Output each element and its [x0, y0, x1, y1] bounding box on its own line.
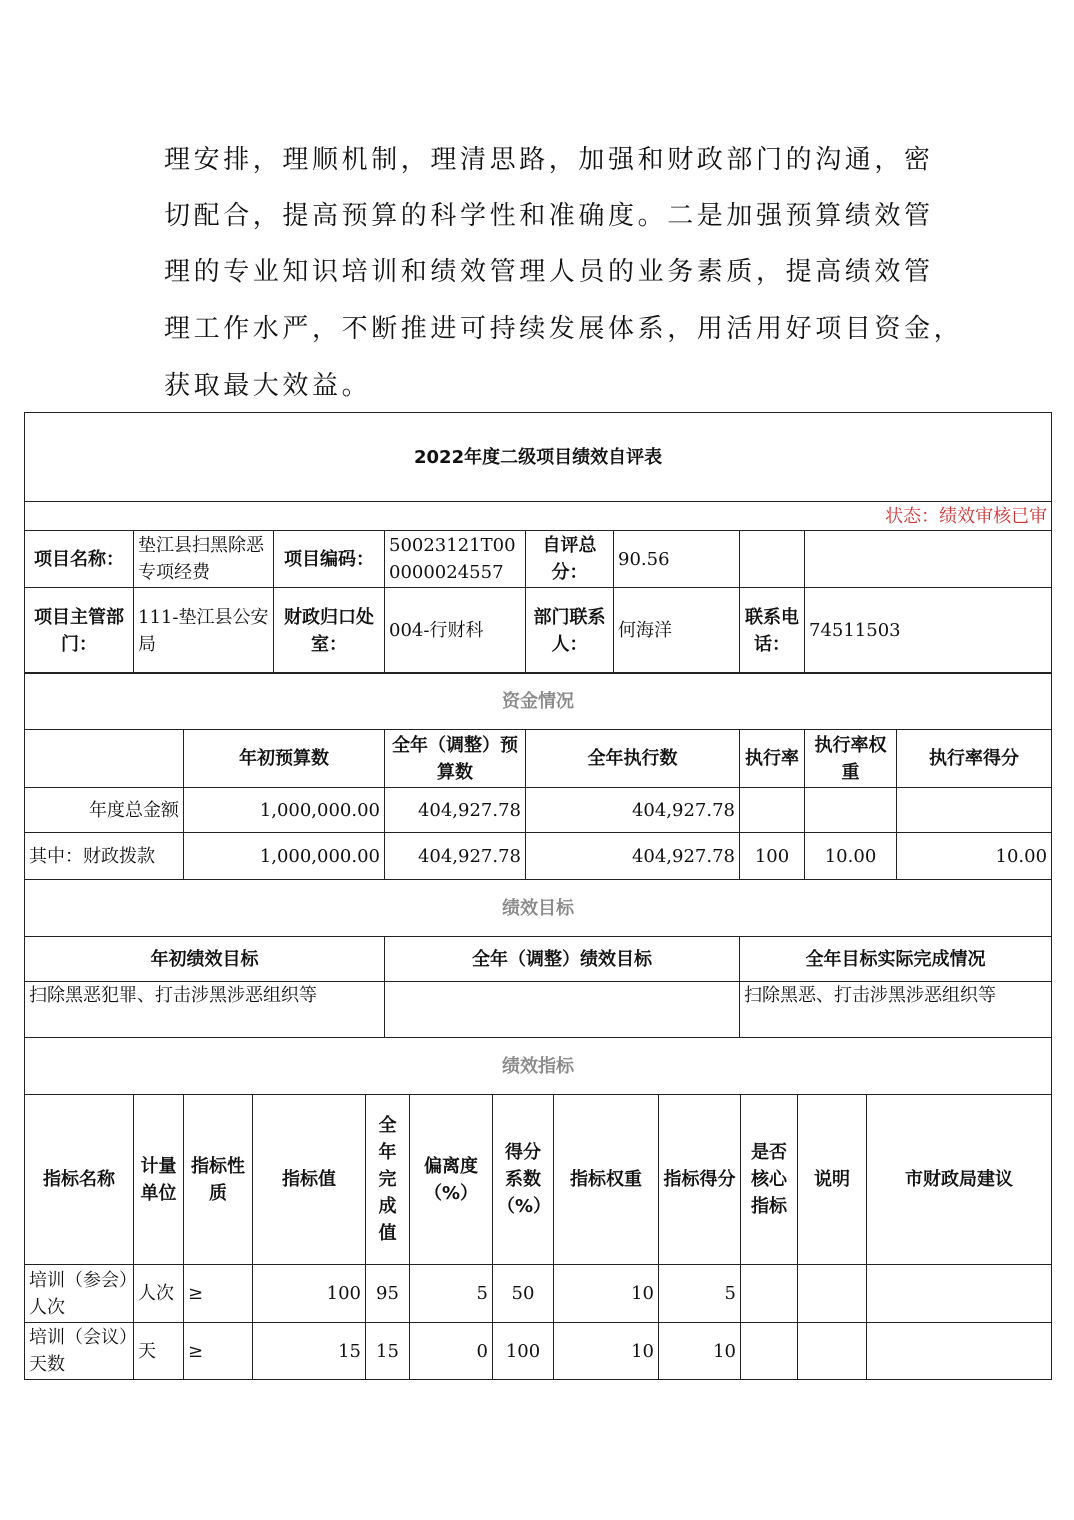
cell: 5 — [659, 1265, 741, 1323]
indicators-table — [24, 1037, 1052, 1380]
col-header: 指标权重 — [554, 1095, 659, 1265]
col-header: 指标性质 — [184, 1095, 253, 1265]
col-header: 偏离度（%） — [410, 1095, 493, 1265]
table-row — [25, 788, 1052, 833]
row-label: 其中：财政拨款 — [25, 833, 184, 880]
contact-value: 何海洋 — [614, 588, 740, 674]
cell — [741, 1323, 798, 1380]
col-header: 说明 — [798, 1095, 867, 1265]
cell: ≥ — [184, 1323, 253, 1380]
initial-goal: 扫除黑恶犯罪、打击涉黑涉恶组织等 — [25, 982, 385, 1038]
cell: 10 — [659, 1323, 741, 1380]
intro-line: 切配合，提高预算的科学性和准确度。二是加强预算绩效管 — [164, 201, 934, 231]
cell: 404,927.78 — [526, 833, 740, 880]
cell — [798, 1323, 867, 1380]
cell: 100 — [253, 1265, 366, 1323]
cell: 50 — [493, 1265, 554, 1323]
col-header: 年初预算数 — [184, 730, 385, 788]
dept-label: 项目主管部门： — [25, 588, 134, 674]
cell: 95 — [366, 1265, 410, 1323]
cell: 10 — [554, 1265, 659, 1323]
intro-line: 理的专业知识培训和绩效管理人员的业务素质，提高绩效管 — [164, 257, 934, 287]
cell — [867, 1265, 1052, 1323]
col-header: 全年（调整）预算数 — [385, 730, 526, 788]
empty-cell — [805, 531, 1052, 588]
cell: 404,927.78 — [385, 833, 526, 880]
cell: 15 — [253, 1323, 366, 1380]
table-row — [25, 1265, 1052, 1323]
indicators-section-title: 绩效指标 — [25, 1038, 1052, 1095]
col-header: 全年目标实际完成情况 — [740, 937, 1052, 982]
col-header: 执行率得分 — [897, 730, 1052, 788]
intro-line: 理安排，理顺机制，理清思路，加强和财政部门的沟通，密 — [164, 145, 934, 175]
col-header: 得分系数（%） — [493, 1095, 554, 1265]
cell: 1,000,000.00 — [184, 833, 385, 880]
cell — [740, 788, 805, 833]
cell: 100 — [740, 833, 805, 880]
cell — [798, 1265, 867, 1323]
row-label: 年度总金额 — [25, 788, 184, 833]
form-title: 2022年度二级项目绩效自评表 — [25, 413, 1052, 502]
col-header: 市财政局建议 — [867, 1095, 1052, 1265]
cell: 10.00 — [805, 833, 897, 880]
self-score-value: 90.56 — [614, 531, 740, 588]
finance-office-value: 004-行财科 — [385, 588, 526, 674]
intro-line: 理工作水严，不断推进可持续发展体系，用活用好项目资金， — [164, 314, 964, 344]
actual-goal: 扫除黑恶、打击涉黑涉恶组织等 — [740, 982, 1052, 1038]
cell: 10 — [554, 1323, 659, 1380]
phone-value: 74511503 — [805, 588, 1052, 674]
col-header: 是否核心指标 — [741, 1095, 798, 1265]
cell — [805, 788, 897, 833]
col-header: 全年（调整）绩效目标 — [385, 937, 740, 982]
table-row — [25, 833, 1052, 880]
form-header-table — [24, 412, 1052, 674]
project-code-label: 项目编码： — [274, 531, 385, 588]
self-score-label: 自评总分： — [526, 531, 614, 588]
empty-cell — [25, 730, 184, 788]
phone-label: 联系电话： — [740, 588, 805, 674]
table-row — [25, 1323, 1052, 1380]
col-header: 执行率权重 — [805, 730, 897, 788]
col-header: 年初绩效目标 — [25, 937, 385, 982]
cell: 100 — [493, 1323, 554, 1380]
adjusted-goal — [385, 982, 740, 1038]
goals-section-title: 绩效目标 — [25, 880, 1052, 937]
cell: 天 — [134, 1323, 184, 1380]
cell: 1,000,000.00 — [184, 788, 385, 833]
col-header: 指标得分 — [659, 1095, 741, 1265]
finance-office-label: 财政归口处室： — [274, 588, 385, 674]
cell: 15 — [366, 1323, 410, 1380]
project-code-value: 50023121T000000024557 — [385, 531, 526, 588]
dept-value: 111-垫江县公安局 — [134, 588, 274, 674]
cell — [897, 788, 1052, 833]
funds-table — [24, 672, 1052, 880]
empty-cell — [740, 531, 805, 588]
cell — [867, 1323, 1052, 1380]
col-header: 指标名称 — [25, 1095, 134, 1265]
cell: 404,927.78 — [385, 788, 526, 833]
project-name-label: 项目名称： — [25, 531, 134, 588]
cell: 0 — [410, 1323, 493, 1380]
cell — [741, 1265, 798, 1323]
col-header: 全年完成值 — [366, 1095, 410, 1265]
cell: 5 — [410, 1265, 493, 1323]
cell: 10.00 — [897, 833, 1052, 880]
intro-line: 获取最大效益。 — [164, 371, 372, 401]
cell: 培训（参会）人次 — [25, 1265, 134, 1323]
cell: 404,927.78 — [526, 788, 740, 833]
project-name-value: 垫江县扫黑除恶专项经费 — [134, 531, 274, 588]
goals-table — [24, 879, 1052, 1038]
status-badge: 状态：绩效审核已审 — [25, 502, 1052, 531]
col-header: 全年执行数 — [526, 730, 740, 788]
col-header: 指标值 — [253, 1095, 366, 1265]
cell: ≥ — [184, 1265, 253, 1323]
col-header: 计量单位 — [134, 1095, 184, 1265]
col-header: 执行率 — [740, 730, 805, 788]
funds-section-title: 资金情况 — [25, 673, 1052, 730]
cell: 培训（会议）天数 — [25, 1323, 134, 1380]
cell: 人次 — [134, 1265, 184, 1323]
contact-label: 部门联系人： — [526, 588, 614, 674]
